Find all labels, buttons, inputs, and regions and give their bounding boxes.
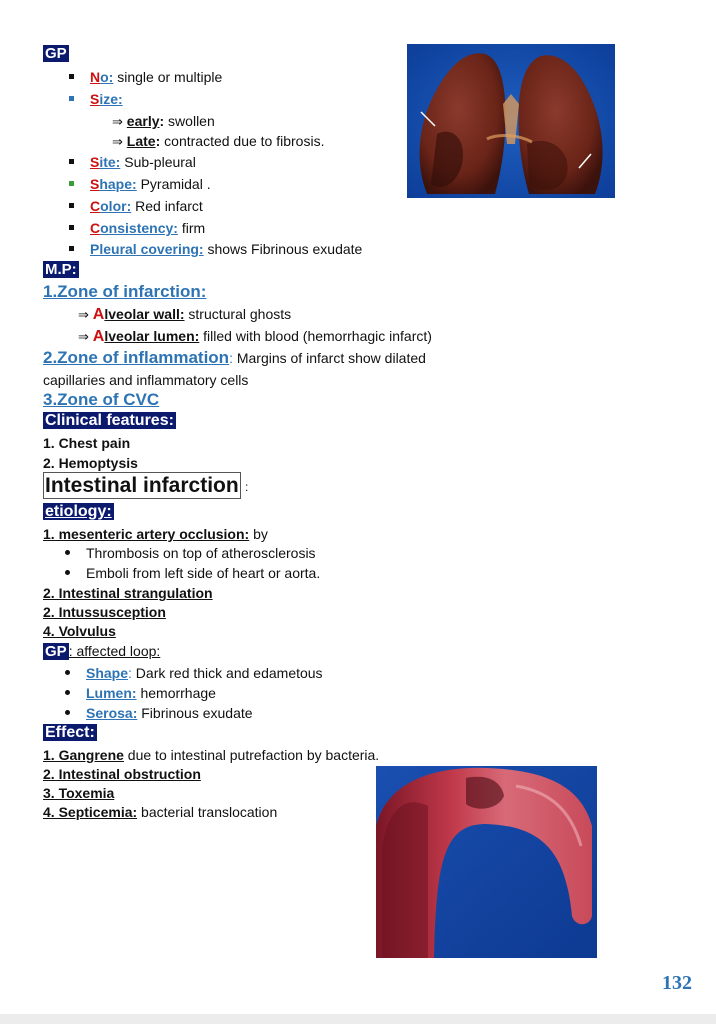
gp-shape: Shape: Dark red thick and edametous [86, 665, 323, 681]
alveolar-lumen: ⇒ Alveolar lumen: filled with blood (hemorrhagic infarct) [78, 328, 432, 345]
effect-obstruction: 2. Intestinal obstruction [43, 766, 201, 782]
gp-header: GP [45, 45, 67, 62]
cause-item: Emboli from left side of heart or aorta. [86, 565, 321, 581]
bullet-icon [69, 203, 74, 208]
clinical-item: 1. Chest pain [43, 435, 131, 451]
lung-infarct-image [407, 44, 615, 198]
page-bottom-edge [0, 1014, 716, 1024]
alveolar-wall: ⇒ Alveolar wall: structural ghosts [78, 306, 292, 323]
gp-item-shape: Shape: Pyramidal . [90, 176, 211, 192]
bullet-icon [69, 225, 74, 230]
bullet-icon [65, 710, 70, 715]
bullet-icon [69, 96, 74, 101]
gp-item-color: Color: Red infarct [90, 198, 203, 214]
intestine-infarct-image [376, 766, 597, 958]
gp-item-site: Site: Sub-pleural [90, 154, 196, 170]
gp-lumen: Lumen: hemorrhage [86, 685, 216, 701]
zone-inflammation: 2.Zone of inflammation: Margins of infarct show dilated [43, 348, 426, 367]
clinical-features-header: Clinical features: [45, 412, 174, 429]
intestine-gp: GP : affected loop: [45, 643, 161, 660]
cause-mesenteric: 1. mesenteric artery occlusion: by [43, 526, 268, 542]
etiology-header: etiology: [45, 503, 112, 520]
effect-header: Effect: [45, 724, 95, 741]
size-late: ⇒ Late: contracted due to fibrosis. [112, 133, 325, 149]
mp-header: M.P: [45, 261, 77, 278]
zone-cvc-title: 3.Zone of CVC [43, 390, 160, 409]
gp-item-number: No: single or multiple [90, 69, 223, 85]
zone-inflammation-cont: capillaries and inflammatory cells [43, 372, 249, 388]
gp-item-pleural: Pleural covering: shows Fibrinous exudate [90, 241, 363, 257]
bullet-icon [65, 570, 70, 575]
cause-strangulation: 2. Intestinal strangulation [43, 585, 213, 601]
zone-infarction-title: 1.Zone of infarction: [43, 282, 207, 301]
bullet-icon [69, 181, 74, 186]
bullet-icon [69, 246, 74, 251]
bullet-icon [65, 550, 70, 555]
title-colon: : [245, 480, 249, 494]
cause-intussusception: 2. Intussusception [43, 604, 166, 620]
intestinal-infarction-title: Intestinal infarction [45, 474, 239, 497]
bullet-icon [69, 159, 74, 164]
effect-toxemia: 3. Toxemia [43, 785, 115, 801]
clinical-item: 2. Hemoptysis [43, 455, 138, 471]
size-early: ⇒ early: swollen [112, 113, 215, 129]
gp-item-consistency: Consistency: firm [90, 220, 206, 236]
effect-septicemia: 4. Septicemia: bacterial translocation [43, 804, 278, 820]
cause-item: Thrombosis on top of atherosclerosis [86, 545, 316, 561]
bullet-icon [65, 670, 70, 675]
bullet-icon [69, 74, 74, 79]
gp-serosa: Serosa: Fibrinous exudate [86, 705, 253, 721]
cause-volvulus: 4. Volvulus [43, 623, 116, 639]
page-number: 132 [662, 972, 692, 994]
bullet-icon [65, 690, 70, 695]
effect-gangrene: 1. Gangrene due to intestinal putrefaction by bacteria. [43, 747, 380, 763]
gp-item-size: Size: [90, 91, 123, 107]
